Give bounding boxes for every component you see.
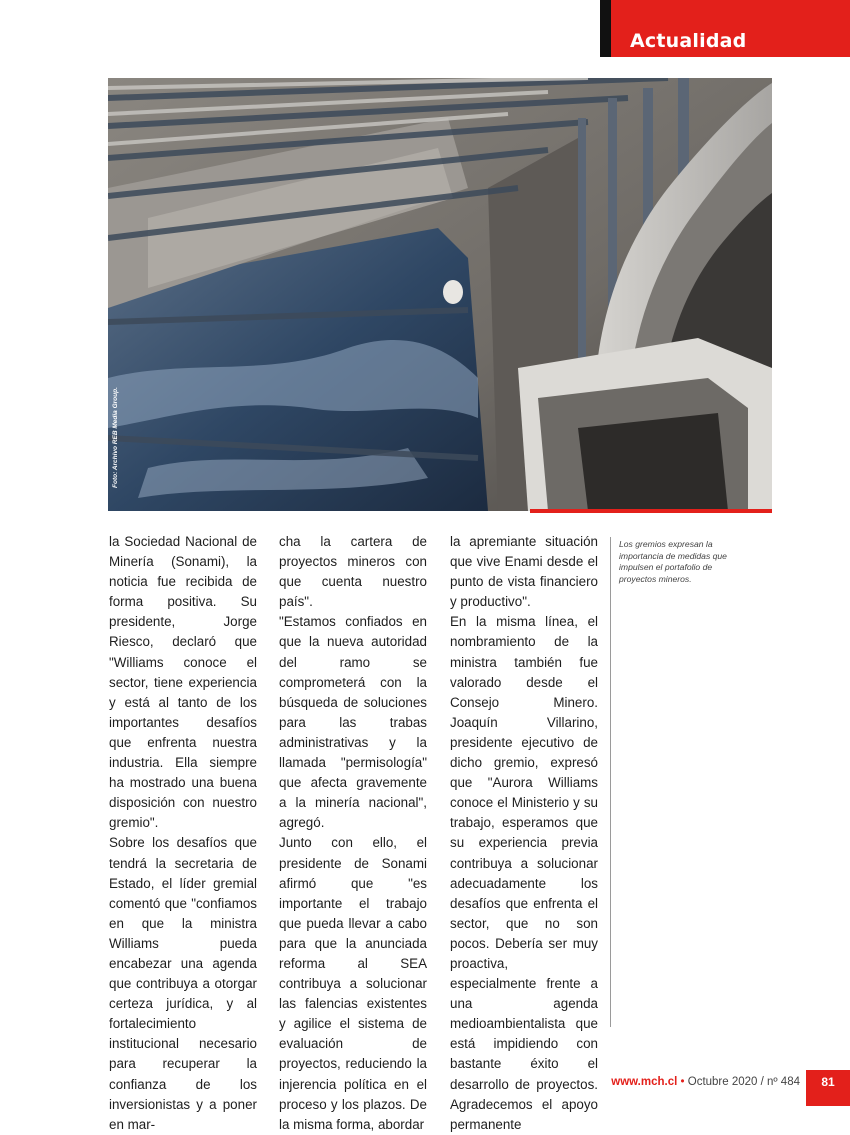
article-column-2 bbox=[279, 532, 427, 1135]
caption-divider bbox=[610, 537, 611, 1027]
paragraph: Sobre los desafíos que tendrá la secretaria de Estado, el líder gremial comentó que "confiamos en que la ministra Williams pueda encabezar una agenda que contribuya a otorgar certeza jurídica, y al fortalecimiento institucional necesario para recuperar la confianza de los inversionistas y a poner en mar- bbox=[109, 835, 257, 1132]
section-label: Actualidad bbox=[630, 30, 747, 52]
footer-separator: • bbox=[680, 1076, 685, 1088]
page-footer bbox=[611, 1076, 800, 1088]
article-column-1 bbox=[109, 532, 257, 1135]
photo-illustration bbox=[108, 78, 772, 511]
photo-caption: Los gremios expresan la importancia de medidas que impulsen el portafolio de proyectos mineros. bbox=[619, 539, 727, 584]
section-tab bbox=[600, 0, 850, 57]
paragraph: la apremiante situación que vive Enami desde el punto de vista financiero y productivo". bbox=[450, 534, 598, 610]
paragraph: la Sociedad Nacional de Minería (Sonami), la noticia fue recibida de forma positiva. Su presidente, Jorge Riesco, declaró que "Williams conoce el sector, tiene experiencia y está al tanto de los importantes desafíos que enfrenta nuestra industria. Ella siempre ha mostrado una buena disposición con nuestro gremio". bbox=[109, 534, 257, 831]
paragraph: En la misma línea, el nombramiento de la ministra también fue valorado desde el Consejo Minero. Joaquín Villarino, presidente ejecutivo de dicho gremio, expresó que "Aurora Williams conoce el Ministerio y su trabajo, esperamos que su experiencia previa contribuya a solucionar adecuadamente los desafíos que enfrenta el sector, que no son pocos. Debería ser muy proactiva, especialmente frente a una agenda medioambientalista que está impidiendo con bastante éxito el desarrollo de proyectos. Agradecemos el apoyo permanente bbox=[450, 614, 598, 1132]
photo-accent-rule bbox=[530, 509, 772, 513]
article-column-3 bbox=[450, 532, 598, 1135]
section-tab-strip bbox=[600, 0, 611, 57]
article-photo bbox=[108, 78, 772, 511]
page-number: 81 bbox=[806, 1070, 850, 1106]
paragraph: "Estamos confiados en que la nueva autoridad del ramo se comprometerá con la búsqueda de soluciones para las trabas administrativas y la llamada "permisología" que afecta gravemente a la minería nacional", agregó. bbox=[279, 614, 427, 831]
footer-site-link[interactable]: www.mch.cl bbox=[611, 1076, 678, 1088]
footer-issue: Octubre 2020 / nº 484 bbox=[687, 1076, 800, 1088]
photo-credit: Foto: Archivo REB Media Group. bbox=[112, 387, 119, 488]
paragraph: cha la cartera de proyectos mineros con que cuenta nuestro país". bbox=[279, 534, 427, 610]
paragraph: Junto con ello, el presidente de Sonami afirmó que "es importante el trabajo que pueda llevar a cabo para que la anunciada reforma al SEA contribuya a solucionar las falencias existentes y agilice el sistema de evaluación de proyectos, reduciendo la injerencia política en el proceso y los plazos. De la misma forma, abordar bbox=[279, 835, 427, 1132]
